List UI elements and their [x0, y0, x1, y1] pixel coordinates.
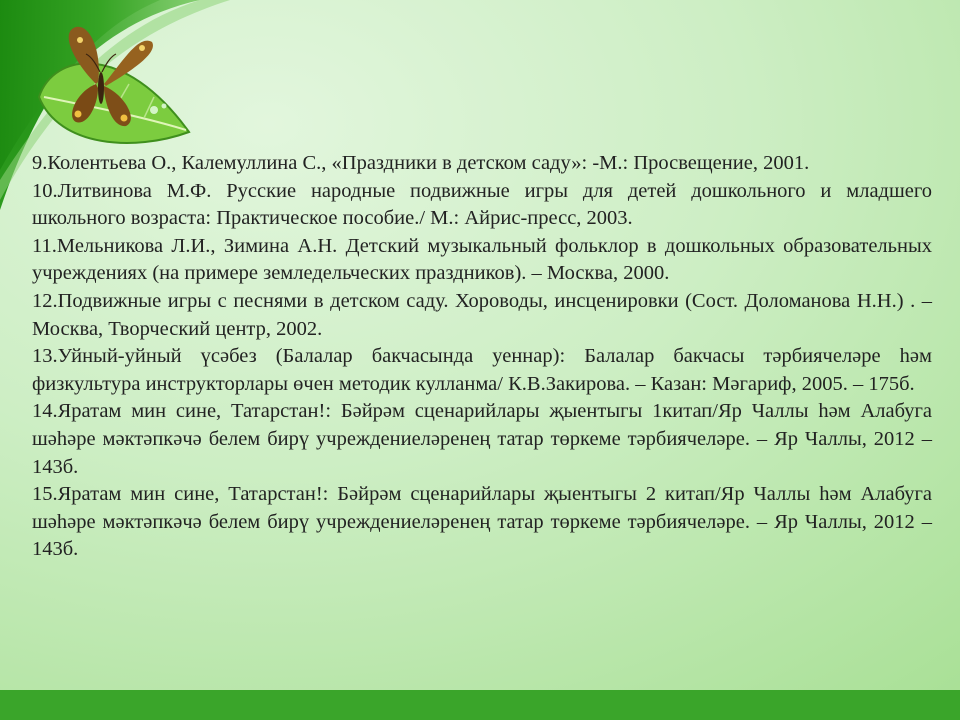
reference-item: 13.Уйный-уйный үсәбез (Балалар бакчасында уеннар): Балалар бакчасы тәрбиячеләре һәм физкультура инструкторлары өчен методик кулланма/ К.В.Закирова. – Казан: Мәгариф, 2005. – 175б. — [32, 345, 932, 395]
reference-item: 10.Литвинова М.Ф. Русские народные подвижные игры для детей дошкольного и младшего школьного возраста: Практическое пособие./ М.: Айрис-пресс, 2003. — [32, 179, 932, 230]
reference-item: 15.Яратам мин сине, Татарстан!: Бәйрәм сценарийлары җыентыгы 2 китап/Яр Чаллы һәм Алабуга шәһәре мәктәпкәчә белем бирү учреждениеләренең татар төркеме тәрбиячеләре. – Яр Чаллы, 2012 – 143б. — [32, 483, 932, 561]
reference-item: 11.Мельникова Л.И., Зимина А.Н. Детский музыкальный фольклор в дошкольных образовательных учреждениях (на примере земледельческих праздников). – Москва, 2000. — [32, 234, 932, 285]
references-list — [32, 150, 932, 564]
reference-item: 12.Подвижные игры с песнями в детском саду. Хороводы, инсценировки (Сост. Доломанова Н.Н.) . – Москва, Творческий центр, 2002. — [32, 289, 932, 340]
reference-item: 14.Яратам мин сине, Татарстан!: Бәйрәм сценарийлары җыентыгы 1китап/Яр Чаллы һәм Алабуга шәһәре мәктәпкәчә белем бирү учреждениеләренең татар төркеме тәрбиячеләре. – Яр Чаллы, 2012 – 143б. — [32, 400, 932, 478]
reference-item: 9.Колентьева О., Калемуллина С., «Праздники в детском саду»: -М.: Просвещение, 2001. — [32, 152, 810, 174]
butterfly-on-leaf-icon — [14, 22, 204, 152]
